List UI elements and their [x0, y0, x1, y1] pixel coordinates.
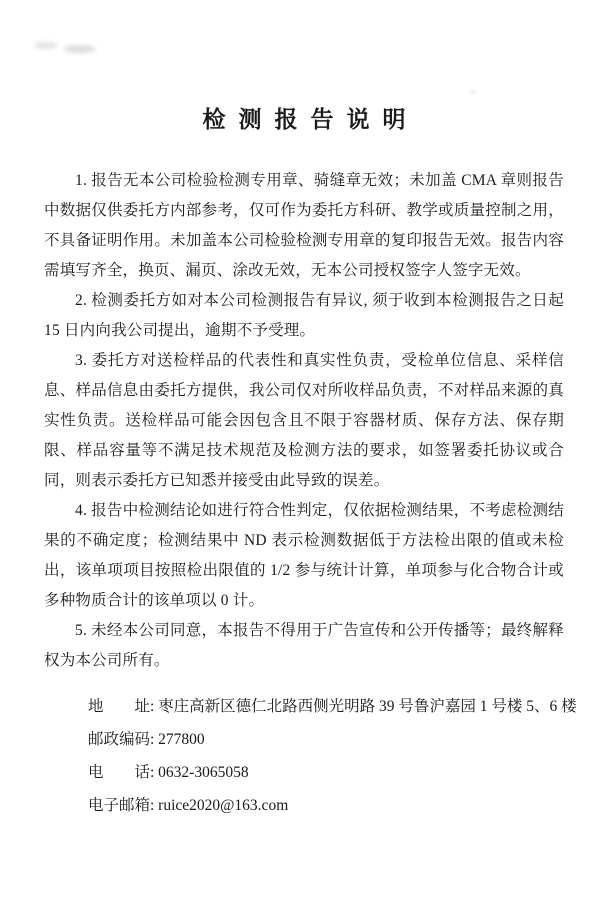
contact-address: 地 址: 枣庄高新区德仁北路西侧光明路 39 号鲁沪嘉园 1 号楼 5、6 楼: [88, 698, 577, 715]
contact-email: 电子邮箱: ruice2020@163.com: [88, 797, 289, 814]
scan-smudge: [63, 45, 96, 53]
page-title: 检测报告说明: [202, 107, 419, 132]
contact-postal-code: 邮政编码: 277800: [88, 731, 205, 748]
contact-phone: 电 话: 0632-3065058: [88, 764, 249, 781]
report-note-paragraph-2: 2. 检测委托方如对本公司检测报告有异议, 须于收到本检测报告之日起 15 日内向我公司提出，逾期不予受理。: [44, 292, 564, 339]
contact-block: [44, 690, 577, 822]
scan-speck: [470, 90, 476, 94]
report-note-paragraph-3: 3. 委托方对送检样品的代表性和真实性负责，受检单位信息、采样信息、样品信息由委托方提供，我公司仅对所收样品负责，不对样品来源的真实性负责。送检样品可能会因包含且不限于容器材质、保存方法、保存期限、样品容量等不满足技术规范及检测方法的要求，如签署委托协议或合同，则表示委托方已知悉并接受由此导致的误差。: [44, 352, 564, 489]
scan-smudge: [34, 42, 58, 49]
report-note-paragraph-5: 5. 未经本公司同意，本报告不得用于广告宣传和公开传播等；最终解释权为本公司所有。: [44, 622, 564, 669]
report-note-paragraph-4: 4. 报告中检测结论如进行符合性判定，仅依据检测结果，不考虑检测结果的不确定度；检测结果中 ND 表示检测数据低于方法检出限的值或未检出，该单项项目按照检出限值的 1/2 参与统计计算，单项参与化合物合计或多种物质合计的该单项以 0 计。: [44, 502, 564, 609]
report-notes-body: [44, 166, 577, 822]
report-note-paragraph-1: 1. 报告无本公司检验检测专用章、骑缝章无效；未加盖 CMA 章则报告中数据仅供委托方内部参考，仅可作为委托方科研、教学或质量控制之用，不具备证明作用。未加盖本公司检验检测专用章的复印报告无效。报告内容需填写齐全，换页、漏页、涂改无效，无本公司授权签字人签字无效。: [44, 172, 564, 279]
